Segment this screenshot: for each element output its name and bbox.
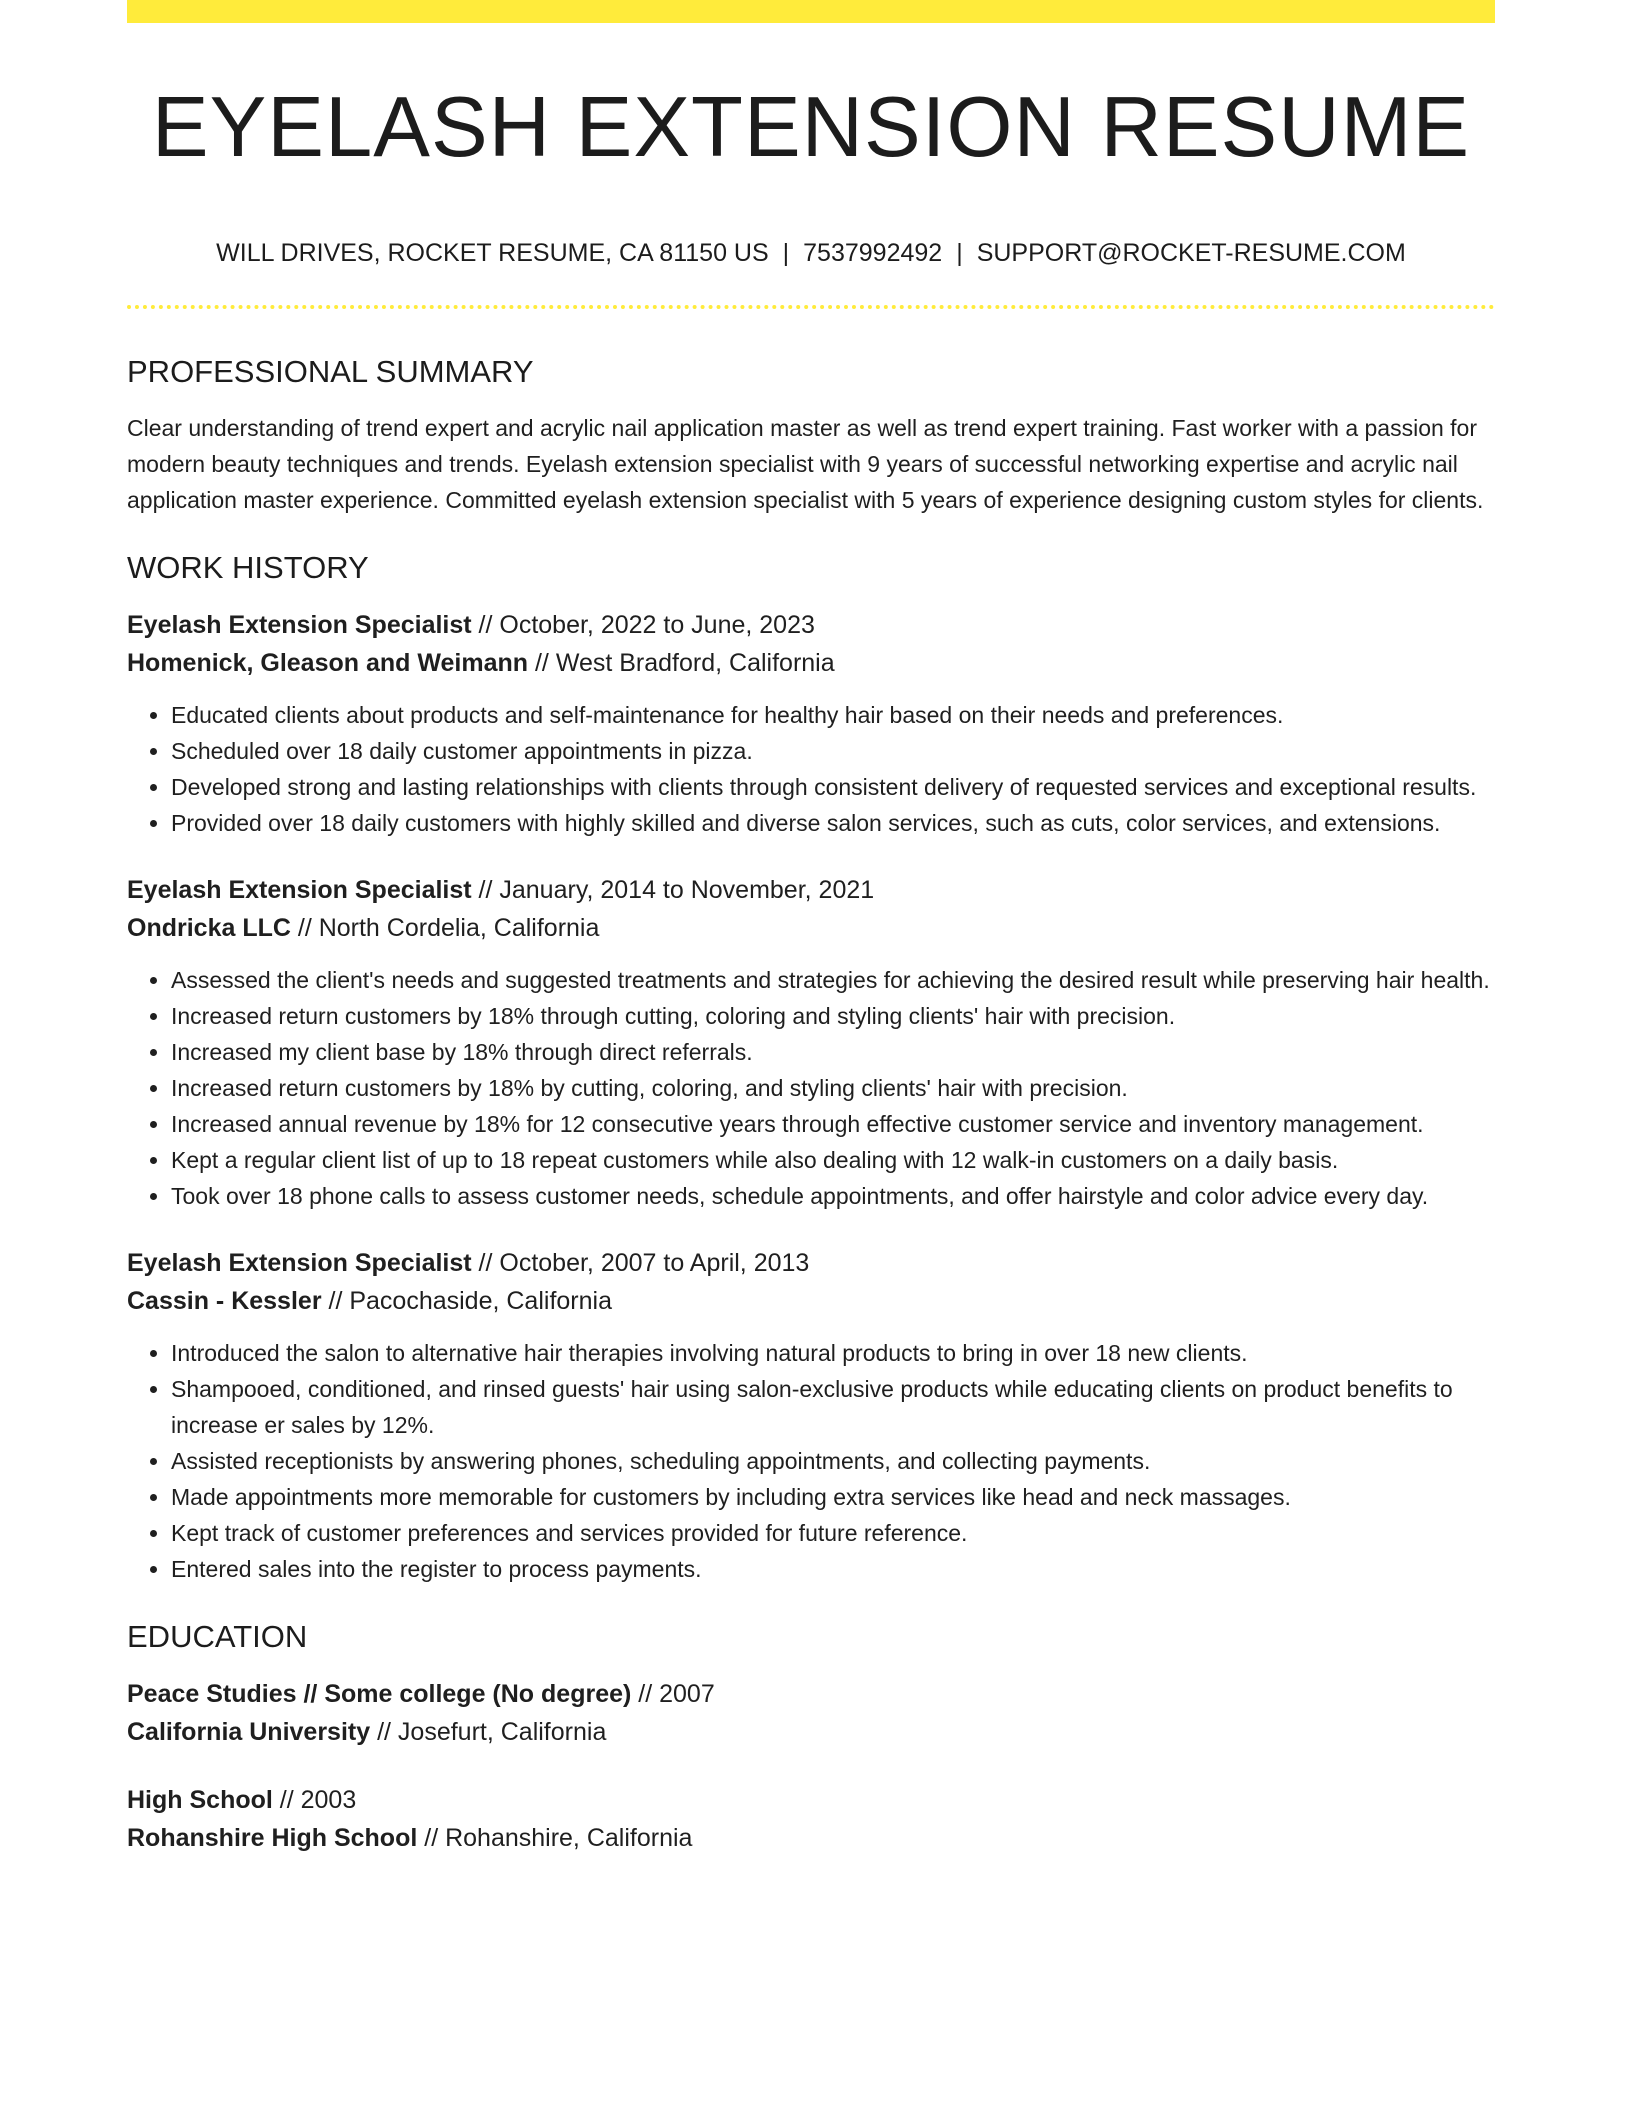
resume-content bbox=[127, 352, 1495, 1887]
job-bullet: • Assisted receptionists by answering phones, scheduling appointments, and collecting payments. bbox=[171, 1443, 1495, 1479]
contact-separator: | bbox=[956, 239, 963, 267]
job-bullet: • Made appointments more memorable for customers by including extra services like head and neck massages. bbox=[171, 1479, 1495, 1515]
contact-phone[interactable]: 7537992492 bbox=[803, 239, 943, 267]
job-location: // North Cordelia, California bbox=[290, 914, 600, 942]
job-role: Eyelash Extension Specialist bbox=[127, 611, 472, 639]
job-bullet: • Introduced the salon to alternative hair therapies involving natural products to bring in over 18 new clients. bbox=[171, 1335, 1495, 1371]
accent-bar bbox=[127, 0, 1495, 23]
education-heading: EDUCATION bbox=[127, 1619, 308, 1654]
summary-text: Clear understanding of trend expert and acrylic nail application master as well as trend expert training. Fast worker with a passion for modern beauty techniques and trends. Eyelash extension specialist with 9 years of successful networking expertise and acrylic nail application master experience. Committed eyelash extension specialist with 5 years of experience designing custom styles for clients. bbox=[127, 415, 1484, 513]
school: Rohanshire High School bbox=[127, 1824, 418, 1852]
job-bullet: • Provided over 18 daily customers with highly skilled and diverse salon services, such as cuts, color services, and extensions. bbox=[171, 805, 1495, 841]
job-entry bbox=[127, 1244, 1495, 1587]
job-entry bbox=[127, 606, 1495, 841]
job-location: // Pacochaside, California bbox=[321, 1287, 612, 1315]
job-dates: // October, 2022 to June, 2023 bbox=[471, 611, 815, 639]
job-bullets bbox=[127, 697, 1495, 841]
degree-year: // 2003 bbox=[272, 1786, 357, 1814]
job-role: Eyelash Extension Specialist bbox=[127, 1249, 472, 1277]
job-company-line bbox=[127, 1282, 1495, 1320]
job-bullet: • Increased my client base by 18% through direct referrals. bbox=[171, 1034, 1495, 1070]
degree-line bbox=[127, 1675, 1495, 1713]
school-line bbox=[127, 1819, 1495, 1857]
job-bullets bbox=[127, 962, 1495, 1214]
contact-email[interactable]: SUPPORT@ROCKET-RESUME.COM bbox=[976, 239, 1406, 267]
job-bullet: • Increased return customers by 18% by cutting, coloring, and styling clients' hair with precision. bbox=[171, 1070, 1495, 1106]
job-bullet: • Increased annual revenue by 18% for 12 consecutive years through effective customer service and inventory management. bbox=[171, 1106, 1495, 1142]
job-bullet: • Entered sales into the register to process payments. bbox=[171, 1551, 1495, 1587]
job-company: Ondricka LLC bbox=[127, 914, 291, 942]
job-company-line bbox=[127, 909, 1495, 947]
job-bullet: • Scheduled over 18 daily customer appointments in pizza. bbox=[171, 733, 1495, 769]
job-bullet: • Increased return customers by 18% through cutting, coloring and styling clients' hair with precision. bbox=[171, 998, 1495, 1034]
job-title-line bbox=[127, 871, 1495, 909]
education-entry bbox=[127, 1675, 1495, 1751]
job-role: Eyelash Extension Specialist bbox=[127, 876, 472, 904]
job-bullets bbox=[127, 1335, 1495, 1587]
degree: High School bbox=[127, 1786, 273, 1814]
school-location: // Rohanshire, California bbox=[417, 1824, 693, 1852]
job-bullet: • Shampooed, conditioned, and rinsed guests' hair using salon-exclusive products while educating clients on product benefits to increase er sales by 12%. bbox=[171, 1371, 1495, 1443]
education-entry bbox=[127, 1781, 1495, 1857]
degree-year: // 2007 bbox=[631, 1680, 715, 1708]
school-line bbox=[127, 1713, 1495, 1751]
contact-line bbox=[127, 237, 1495, 269]
job-company: Cassin - Kessler bbox=[127, 1287, 322, 1315]
job-entry bbox=[127, 871, 1495, 1214]
job-dates: // January, 2014 to November, 2021 bbox=[471, 876, 875, 904]
school: California University bbox=[127, 1718, 371, 1746]
job-bullet: • Kept a regular client list of up to 18 repeat customers while also dealing with 12 walk-in customers on a daily basis. bbox=[171, 1142, 1495, 1178]
contact-address: WILL DRIVES, ROCKET RESUME, CA 81150 US bbox=[216, 239, 769, 267]
job-title-line bbox=[127, 1244, 1495, 1282]
degree: Peace Studies // Some college (No degree) bbox=[127, 1680, 632, 1708]
job-bullet: • Took over 18 phone calls to assess customer needs, schedule appointments, and offer hairstyle and color advice every day. bbox=[171, 1178, 1495, 1214]
job-dates: // October, 2007 to April, 2013 bbox=[471, 1249, 810, 1277]
summary-heading: PROFESSIONAL SUMMARY bbox=[127, 354, 534, 389]
job-bullet: • Educated clients about products and self-maintenance for healthy hair based on their needs and preferences. bbox=[171, 697, 1495, 733]
contact-separator: | bbox=[782, 239, 790, 267]
job-title-line bbox=[127, 606, 1495, 644]
job-bullet: • Developed strong and lasting relationships with clients through consistent delivery of requested services and exceptional results. bbox=[171, 769, 1495, 805]
job-company-line bbox=[127, 644, 1495, 682]
degree-line bbox=[127, 1781, 1495, 1819]
dotted-divider bbox=[127, 305, 1495, 309]
work-history-heading: WORK HISTORY bbox=[127, 550, 369, 585]
job-location: // West Bradford, California bbox=[528, 649, 835, 677]
school-location: // Josefurt, California bbox=[370, 1718, 607, 1746]
job-company: Homenick, Gleason and Weimann bbox=[127, 649, 529, 677]
resume-title: EYELASH EXTENSION RESUME bbox=[151, 80, 1471, 175]
job-bullet: • Assessed the client's needs and suggested treatments and strategies for achieving the desired result while preserving hair health. bbox=[171, 962, 1495, 998]
job-bullet: • Kept track of customer preferences and services provided for future reference. bbox=[171, 1515, 1495, 1551]
